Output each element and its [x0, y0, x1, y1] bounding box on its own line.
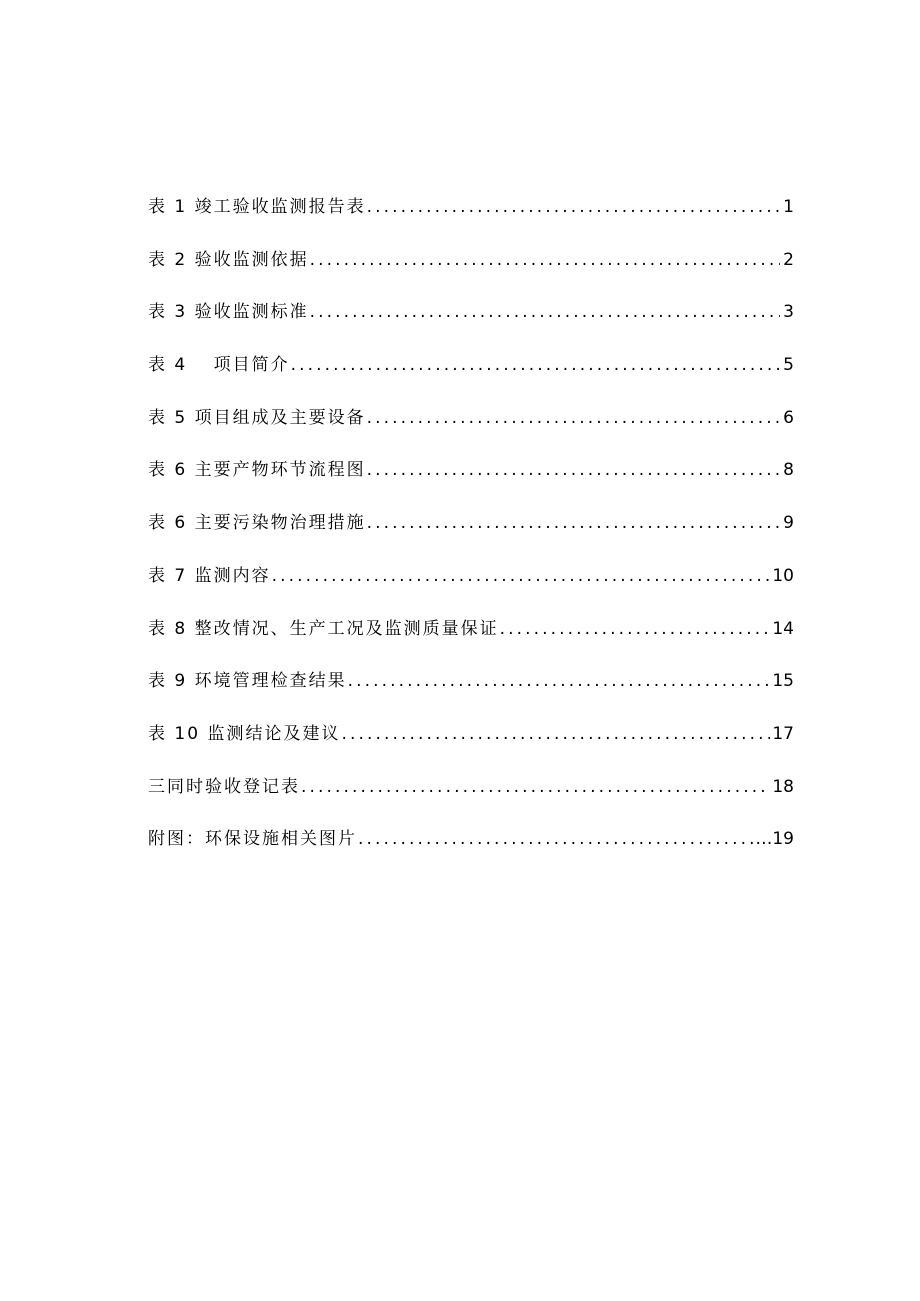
toc-entry-page: 6 — [783, 407, 794, 428]
toc-leader-dots — [310, 295, 780, 329]
toc-leader-dots — [367, 401, 780, 435]
toc-entry-title: 表 10 监测结论及建议 — [148, 723, 341, 744]
toc-entry[interactable] — [148, 506, 794, 559]
toc-entry[interactable] — [148, 822, 794, 875]
toc-entry-title: 附图：环保设施相关图片 — [148, 829, 357, 850]
toc-entry-title: 表 3 验收监测标准 — [148, 302, 309, 323]
toc-entry-title: 表 4 项目简介 — [148, 355, 290, 376]
toc-entry-title: 表 6 主要污染物治理措施 — [148, 513, 366, 534]
table-of-contents — [148, 190, 794, 875]
toc-entry-page: 17 — [772, 723, 794, 744]
toc-leader-dots — [367, 190, 780, 224]
toc-entry[interactable] — [148, 770, 794, 823]
toc-entry-title: 三同时验收登记表 — [148, 776, 300, 797]
toc-entry[interactable] — [148, 348, 794, 401]
toc-entry-title: 表 5 项目组成及主要设备 — [148, 407, 366, 428]
toc-entry[interactable] — [148, 243, 794, 296]
toc-entry-title: 表 7 监测内容 — [148, 565, 271, 586]
toc-entry[interactable] — [148, 559, 794, 612]
toc-entry[interactable] — [148, 717, 794, 770]
toc-entry-page: 1 — [783, 197, 794, 217]
toc-entry-page: 9 — [783, 513, 794, 534]
toc-leader-dots — [500, 612, 771, 646]
toc-entry[interactable] — [148, 664, 794, 717]
toc-entry-page: 2 — [783, 249, 794, 270]
toc-entry-page: 14 — [772, 618, 794, 639]
toc-entry-title: 表 1 竣工验收监测报告表 — [148, 197, 366, 217]
toc-entry[interactable] — [148, 612, 794, 665]
toc-entry-title: 表 9 环境管理检查结果 — [148, 671, 347, 692]
toc-leader-dots — [348, 664, 771, 698]
toc-leader-dots — [272, 559, 771, 593]
toc-entry[interactable] — [148, 295, 794, 348]
toc-leader-dots — [291, 348, 780, 382]
toc-entry-page: 10 — [772, 565, 794, 586]
toc-leader-dots — [310, 243, 780, 277]
toc-leader-dots — [301, 770, 770, 804]
toc-entry-page: 5 — [783, 355, 794, 376]
toc-leader-dots — [341, 717, 770, 751]
toc-entry-page: 8 — [783, 460, 794, 481]
toc-leader-dots — [367, 453, 780, 487]
toc-entry-page: 15 — [772, 671, 794, 692]
toc-entry-page: 3 — [783, 302, 794, 323]
toc-leader-dots — [358, 822, 753, 856]
toc-entry[interactable] — [148, 190, 794, 243]
toc-entry[interactable] — [148, 453, 794, 506]
toc-entry-page: 18 — [772, 776, 794, 797]
toc-entry-title: 表 6 主要产物环节流程图 — [148, 460, 366, 481]
toc-entry-title: 表 8 整改情况、生产工况及监测质量保证 — [148, 618, 499, 639]
toc-leader-dots — [367, 506, 780, 540]
toc-entry-title: 表 2 验收监测依据 — [148, 249, 309, 270]
toc-entry-page: …19 — [755, 829, 794, 850]
toc-entry[interactable] — [148, 401, 794, 454]
